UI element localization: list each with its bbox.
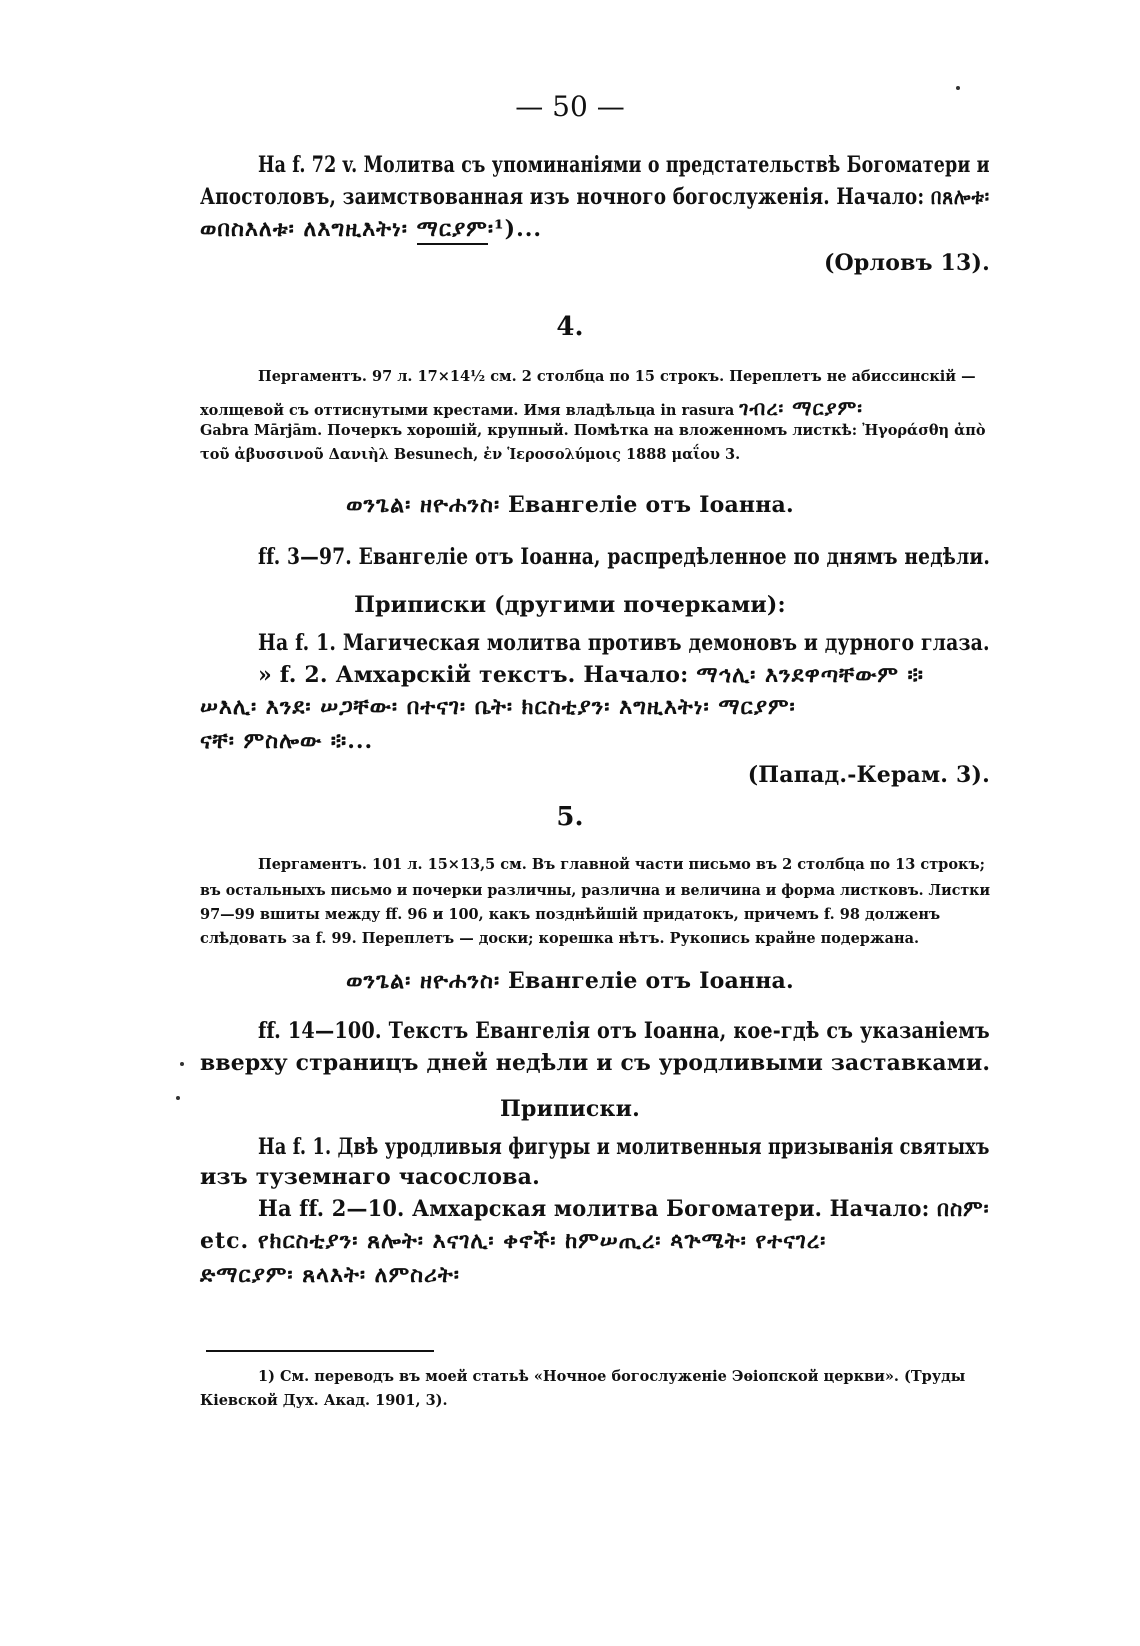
- sec4-f2-text: » f. 2. Амхарскій текстъ. Начало:: [258, 662, 689, 688]
- sec4-f1: На f. 1. Магическая молитва противъ демоновъ и дурного глаза.: [258, 630, 990, 656]
- sec4-title: [0, 492, 1140, 518]
- sec5-ethiopic-line-2: ድማርያም፡ ጸላእት፡ ለምስሪት፡: [200, 1262, 460, 1288]
- ethiopic-title: ወንጌል፡ ዘዮሐንስ፡: [346, 492, 501, 518]
- sec5-desc-2: въ остальныхъ письмо и почерки различны, различна и величина и форма листковъ. Листки: [200, 882, 991, 899]
- sec5-ff-line-2: вверху страницъ дней недѣли и съ уродливыми заставками.: [200, 1050, 991, 1076]
- prev-line-1: На f. 72 v. Молитва съ упоминаніями о предстательствѣ Богоматери и: [258, 152, 990, 178]
- sec4-pripiski-heading: Приписки (другими почерками):: [354, 592, 786, 618]
- ethiopic-title: ወንጌል፡ ዘዮሐንስ፡: [346, 968, 501, 994]
- footnote-ref: ፡¹)...: [487, 216, 543, 242]
- sec4-title-ru: Евангеліе отъ Іоанна.: [508, 492, 794, 518]
- sec5-desc-3: 97—99 вшиты между ff. 96 и 100, какъ позднѣйшій придатокъ, причемъ f. 98 долженъ: [200, 906, 941, 923]
- ethiopic-underlined: ማርያም: [417, 216, 488, 245]
- ethiopic-text: ገብረ፡ ማርያም፡: [739, 396, 863, 420]
- speck: [180, 1062, 184, 1066]
- sec5-f1-line-2: изъ туземнаго часослова.: [200, 1164, 540, 1190]
- sec4-reference: (Папад.-Керам. 3).: [747, 762, 990, 788]
- sec5-desc-4: слѣдовать за f. 99. Переплетъ — доски; корешка нѣтъ. Рукопись крайне подержана.: [200, 930, 920, 947]
- section-number-4: 4.: [556, 312, 584, 342]
- sec5-desc-1: Пергаментъ. 101 л. 15×13,5 см. Въ главной части письмо въ 2 столбца по 13 строкъ;: [258, 856, 985, 873]
- footnote-line-2: Кіевской Дух. Акад. 1901, 3).: [200, 1392, 448, 1409]
- ethiopic-text: ማኅሊ፡ እንደዋጣቸውም ፨: [696, 662, 925, 688]
- sec4-ff-line: ff. 3—97. Евангеліе отъ Іоанна, распредѣленное по днямъ недѣли.: [258, 544, 991, 570]
- sec4-desc-2: [200, 396, 863, 420]
- prev-reference: (Орловъ 13).: [823, 250, 990, 276]
- sec4-ethiopic-line-1: ሠእሊ፡ እንደ፡ ሠጋቸው፡ በተናገ፡ ቤት፡ ክርስቲያን፡ እግዚእትነ፡ ማርያም፡: [200, 694, 796, 720]
- section-number-5: 5.: [556, 802, 584, 832]
- sec5-title-ru: Евангеліе отъ Іоанна.: [508, 968, 794, 994]
- sec4-desc-3: Gabra Mārjām. Почеркъ хорошій, крупный. Помѣтка на вложенномъ листкѣ: Ἠγοράσθη ἀπὸ: [200, 422, 986, 439]
- page-number: — 50 —: [515, 90, 625, 123]
- sec5-ff-line-1: ff. 14—100. Текстъ Евангелія отъ Іоанна, кое-гдѣ съ указаніемъ: [258, 1018, 990, 1044]
- sec5-f2-line: [258, 1196, 990, 1222]
- prev-line-2: [200, 184, 990, 210]
- sec5-pripiski-heading: Приписки.: [500, 1096, 640, 1122]
- sec4-desc-2-text: холщевой съ оттиснутыми крестами. Имя владѣльца in rasura: [200, 402, 735, 419]
- sec5-ethiopic-line-1: etc. የክርስቲያን፡ ጸሎት፡ እናገሊ፡ ቀኖች፡ ከምሠጢረ፡ ጳጕሜት፡ የተናገረ፡: [200, 1228, 827, 1254]
- ethiopic-text: በጸሎቱ፡: [930, 184, 990, 210]
- sec4-ethiopic-line-2: ናቸ፡ ምስሎው ፨...: [200, 728, 374, 754]
- prev-line-3: [200, 216, 542, 242]
- footnote-rule: [206, 1350, 434, 1352]
- sec5-f1-line-1: На f. 1. Двѣ уродливыя фигуры и молитвенныя призыванія святыхъ: [258, 1134, 990, 1160]
- sec4-f2: [258, 662, 924, 688]
- sec4-desc-4: τοῦ ἀβυσσινοῦ Δανιὴλ Besunech, ἐν Ἱεροσολύμοις 1888 μαΐου 3.: [200, 446, 741, 463]
- sec4-desc-1: Пергаментъ. 97 л. 17×14½ см. 2 столбца по 15 строкъ. Переплетъ не абиссинскій —: [258, 368, 976, 385]
- ethiopic-text: ወበስእለቱ፡ ለእግዚእትነ፡: [200, 216, 408, 242]
- ethiopic-text: በስም፡: [937, 1196, 990, 1222]
- sec5-title: [0, 968, 1140, 994]
- footnote-line-1: 1) См. переводъ въ моей статьѣ «Ночное богослуженіе Эѳіопской церкви». (Труды: [258, 1368, 966, 1385]
- sec5-f2-text: На ff. 2—10. Амхарская молитва Богоматери. Начало:: [258, 1196, 930, 1222]
- prev-line-2-text: Апостоловъ, заимствованная изъ ночного богослуженія. Начало:: [200, 184, 925, 210]
